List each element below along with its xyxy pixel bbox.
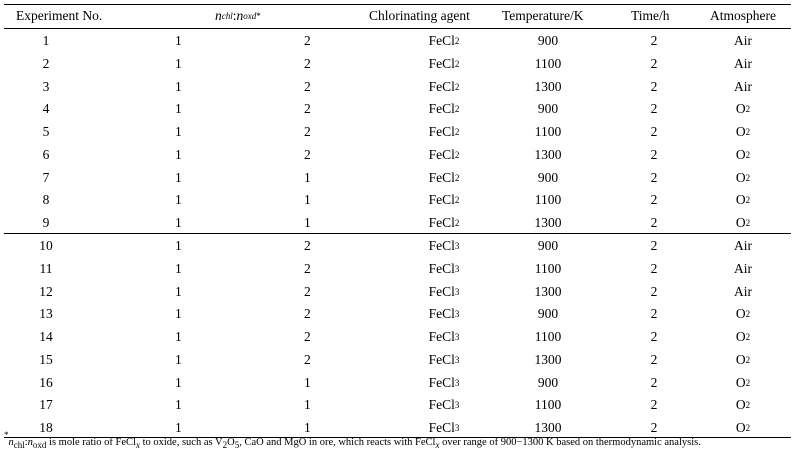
cell-temperature: 900 xyxy=(537,33,559,49)
cell-n-oxd: 2 xyxy=(304,261,311,277)
header-mole-ratio: n chl : n oxd * xyxy=(215,8,261,23)
cell-experiment-no: 3 xyxy=(42,78,50,94)
table-row xyxy=(4,258,791,281)
cell-atmosphere: O 2 xyxy=(735,169,751,185)
cell-temperature: 1100 xyxy=(534,397,562,413)
cell-atmosphere: O 2 xyxy=(735,374,751,390)
header-atmosphere: Atmosphere xyxy=(710,8,776,23)
cell-n-oxd: 2 xyxy=(304,33,311,49)
cell-temperature: 1100 xyxy=(534,329,562,345)
cell-n-chl: 1 xyxy=(175,214,182,230)
cell-experiment-no: 8 xyxy=(42,192,50,208)
cell-n-oxd: 1 xyxy=(304,169,311,185)
cell-time: 2 xyxy=(650,351,658,367)
cell-chlorinating-agent: FeCl 3 xyxy=(428,351,460,367)
cell-chlorinating-agent: FeCl 3 xyxy=(428,261,460,277)
cell-temperature: 900 xyxy=(537,306,559,322)
cell-temperature: 1300 xyxy=(534,283,562,299)
header-row xyxy=(4,5,791,27)
cell-chlorinating-agent: FeCl 3 xyxy=(428,283,460,299)
cell-n-oxd: 2 xyxy=(304,146,311,162)
cell-temperature: 1300 xyxy=(534,351,562,367)
cell-n-chl: 1 xyxy=(175,329,182,345)
cell-n-oxd: 1 xyxy=(304,192,311,208)
cell-time: 2 xyxy=(650,374,658,390)
cell-n-oxd: 2 xyxy=(304,78,311,94)
table-row xyxy=(4,121,791,144)
cell-n-oxd: 2 xyxy=(304,101,311,117)
cell-atmosphere: Air xyxy=(734,283,752,299)
cell-temperature: 900 xyxy=(537,374,559,390)
cell-temperature: 1300 xyxy=(534,419,562,435)
header-time: Time/h xyxy=(631,8,670,23)
cell-chlorinating-agent: FeCl 3 xyxy=(428,374,460,390)
header-rule xyxy=(4,28,791,29)
cell-temperature: 1100 xyxy=(534,261,562,277)
cell-chlorinating-agent: FeCl 2 xyxy=(428,56,460,72)
cell-chlorinating-agent: FeCl 3 xyxy=(428,306,460,322)
cell-time: 2 xyxy=(650,329,658,345)
cell-time: 2 xyxy=(650,238,658,254)
cell-chlorinating-agent: FeCl 2 xyxy=(428,101,460,117)
cell-n-chl: 1 xyxy=(175,419,182,435)
cell-experiment-no: 5 xyxy=(42,124,50,140)
cell-time: 2 xyxy=(650,124,658,140)
table-row xyxy=(4,394,791,417)
cell-n-chl: 1 xyxy=(175,146,182,162)
cell-atmosphere: O 2 xyxy=(735,146,751,162)
cell-experiment-no: 1 xyxy=(42,33,50,49)
cell-chlorinating-agent: FeCl 2 xyxy=(428,146,460,162)
cell-experiment-no: 7 xyxy=(42,169,50,185)
cell-atmosphere: Air xyxy=(734,261,752,277)
cell-n-oxd: 2 xyxy=(304,283,311,299)
cell-n-oxd: 1 xyxy=(304,397,311,413)
cell-experiment-no: 17 xyxy=(39,397,53,413)
cell-n-chl: 1 xyxy=(175,169,182,185)
cell-atmosphere: O 2 xyxy=(735,351,751,367)
cell-n-oxd: 1 xyxy=(304,374,311,390)
cell-n-oxd: 2 xyxy=(304,56,311,72)
cell-experiment-no: 2 xyxy=(42,56,50,72)
cell-time: 2 xyxy=(650,419,658,435)
cell-atmosphere: O 2 xyxy=(735,306,751,322)
cell-atmosphere: Air xyxy=(734,56,752,72)
cell-time: 2 xyxy=(650,261,658,277)
cell-n-chl: 1 xyxy=(175,283,182,299)
cell-chlorinating-agent: FeCl 2 xyxy=(428,214,460,230)
cell-atmosphere: Air xyxy=(734,33,752,49)
cell-time: 2 xyxy=(650,306,658,322)
cell-chlorinating-agent: FeCl 3 xyxy=(428,329,460,345)
cell-time: 2 xyxy=(650,169,658,185)
cell-time: 2 xyxy=(650,33,658,49)
cell-time: 2 xyxy=(650,56,658,72)
cell-n-chl: 1 xyxy=(175,374,182,390)
cell-atmosphere: Air xyxy=(734,78,752,94)
cell-experiment-no: 15 xyxy=(39,351,53,367)
cell-n-chl: 1 xyxy=(175,124,182,140)
cell-chlorinating-agent: FeCl 3 xyxy=(428,238,460,254)
header-chlorinating-agent: Chlorinating agent xyxy=(369,8,470,23)
cell-experiment-no: 12 xyxy=(39,283,53,299)
cell-time: 2 xyxy=(650,283,658,299)
cell-temperature: 900 xyxy=(537,169,559,185)
cell-time: 2 xyxy=(650,78,658,94)
cell-experiment-no: 11 xyxy=(39,261,53,277)
cell-atmosphere: Air xyxy=(734,238,752,254)
cell-n-oxd: 2 xyxy=(304,351,311,367)
cell-chlorinating-agent: FeCl 3 xyxy=(428,397,460,413)
table-row xyxy=(4,371,791,394)
cell-n-oxd: 2 xyxy=(304,306,311,322)
cell-atmosphere: O 2 xyxy=(735,329,751,345)
cell-chlorinating-agent: FeCl 2 xyxy=(428,33,460,49)
cell-temperature: 1300 xyxy=(534,214,562,230)
table-row xyxy=(4,326,791,349)
cell-time: 2 xyxy=(650,397,658,413)
cell-chlorinating-agent: FeCl 2 xyxy=(428,192,460,208)
cell-experiment-no: 10 xyxy=(39,238,53,254)
cell-temperature: 1300 xyxy=(534,78,562,94)
cell-n-chl: 1 xyxy=(175,56,182,72)
table-row xyxy=(4,30,791,53)
cell-atmosphere: O 2 xyxy=(735,397,751,413)
cell-experiment-no: 4 xyxy=(42,101,50,117)
header-temperature: Temperature/K xyxy=(502,8,584,23)
cell-time: 2 xyxy=(650,192,658,208)
cell-chlorinating-agent: FeCl 2 xyxy=(428,124,460,140)
cell-temperature: 900 xyxy=(537,238,559,254)
cell-experiment-no: 6 xyxy=(42,146,50,162)
cell-n-chl: 1 xyxy=(175,397,182,413)
cell-n-chl: 1 xyxy=(175,238,182,254)
cell-atmosphere: O 2 xyxy=(735,124,751,140)
table-row xyxy=(4,189,791,212)
cell-n-oxd: 1 xyxy=(304,419,311,435)
table-row xyxy=(4,303,791,326)
cell-experiment-no: 13 xyxy=(39,306,53,322)
table-row xyxy=(4,98,791,121)
cell-n-chl: 1 xyxy=(175,261,182,277)
cell-n-chl: 1 xyxy=(175,33,182,49)
cell-chlorinating-agent: FeCl 2 xyxy=(428,78,460,94)
cell-n-chl: 1 xyxy=(175,306,182,322)
cell-atmosphere: O 2 xyxy=(735,101,751,117)
cell-temperature: 1100 xyxy=(534,192,562,208)
cell-experiment-no: 14 xyxy=(39,329,53,345)
cell-experiment-no: 9 xyxy=(42,214,50,230)
table-footnote: $^*n_{chl}:n_{oxd}$ is mole ratio of FeCl$_x$ to oxide, such as $V_2O_5$, CaO and MgO in ore, which reacts with FeCl$_x$ over range of 900−1300 K based on thermodynamic analysis. xyxy=(4,430,701,450)
cell-n-chl: 1 xyxy=(175,351,182,367)
group-divider-rule xyxy=(4,233,791,234)
cell-n-chl: 1 xyxy=(175,78,182,94)
cell-atmosphere: O 2 xyxy=(735,192,751,208)
table-row xyxy=(4,75,791,98)
cell-n-chl: 1 xyxy=(175,101,182,117)
table-row xyxy=(4,235,791,258)
table-row xyxy=(4,53,791,76)
cell-temperature: 1100 xyxy=(534,56,562,72)
cell-temperature: 1100 xyxy=(534,124,562,140)
table-row xyxy=(4,280,791,303)
table-row xyxy=(4,166,791,189)
table-row xyxy=(4,144,791,167)
cell-atmosphere: O 2 xyxy=(735,419,751,435)
cell-time: 2 xyxy=(650,146,658,162)
cell-experiment-no: 16 xyxy=(39,374,53,390)
cell-n-oxd: 2 xyxy=(304,238,311,254)
cell-temperature: 1300 xyxy=(534,146,562,162)
cell-n-oxd: 2 xyxy=(304,329,311,345)
cell-n-oxd: 1 xyxy=(304,214,311,230)
cell-time: 2 xyxy=(650,101,658,117)
cell-experiment-no: 18 xyxy=(39,419,53,435)
cell-time: 2 xyxy=(650,214,658,230)
table-row xyxy=(4,212,791,235)
header-experiment: Experiment No. xyxy=(16,8,103,23)
cell-chlorinating-agent: FeCl 3 xyxy=(428,419,460,435)
cell-chlorinating-agent: FeCl 2 xyxy=(428,169,460,185)
cell-temperature: 900 xyxy=(537,101,559,117)
cell-n-chl: 1 xyxy=(175,192,182,208)
table-row xyxy=(4,349,791,372)
cell-n-oxd: 2 xyxy=(304,124,311,140)
cell-atmosphere: O 2 xyxy=(735,214,751,230)
